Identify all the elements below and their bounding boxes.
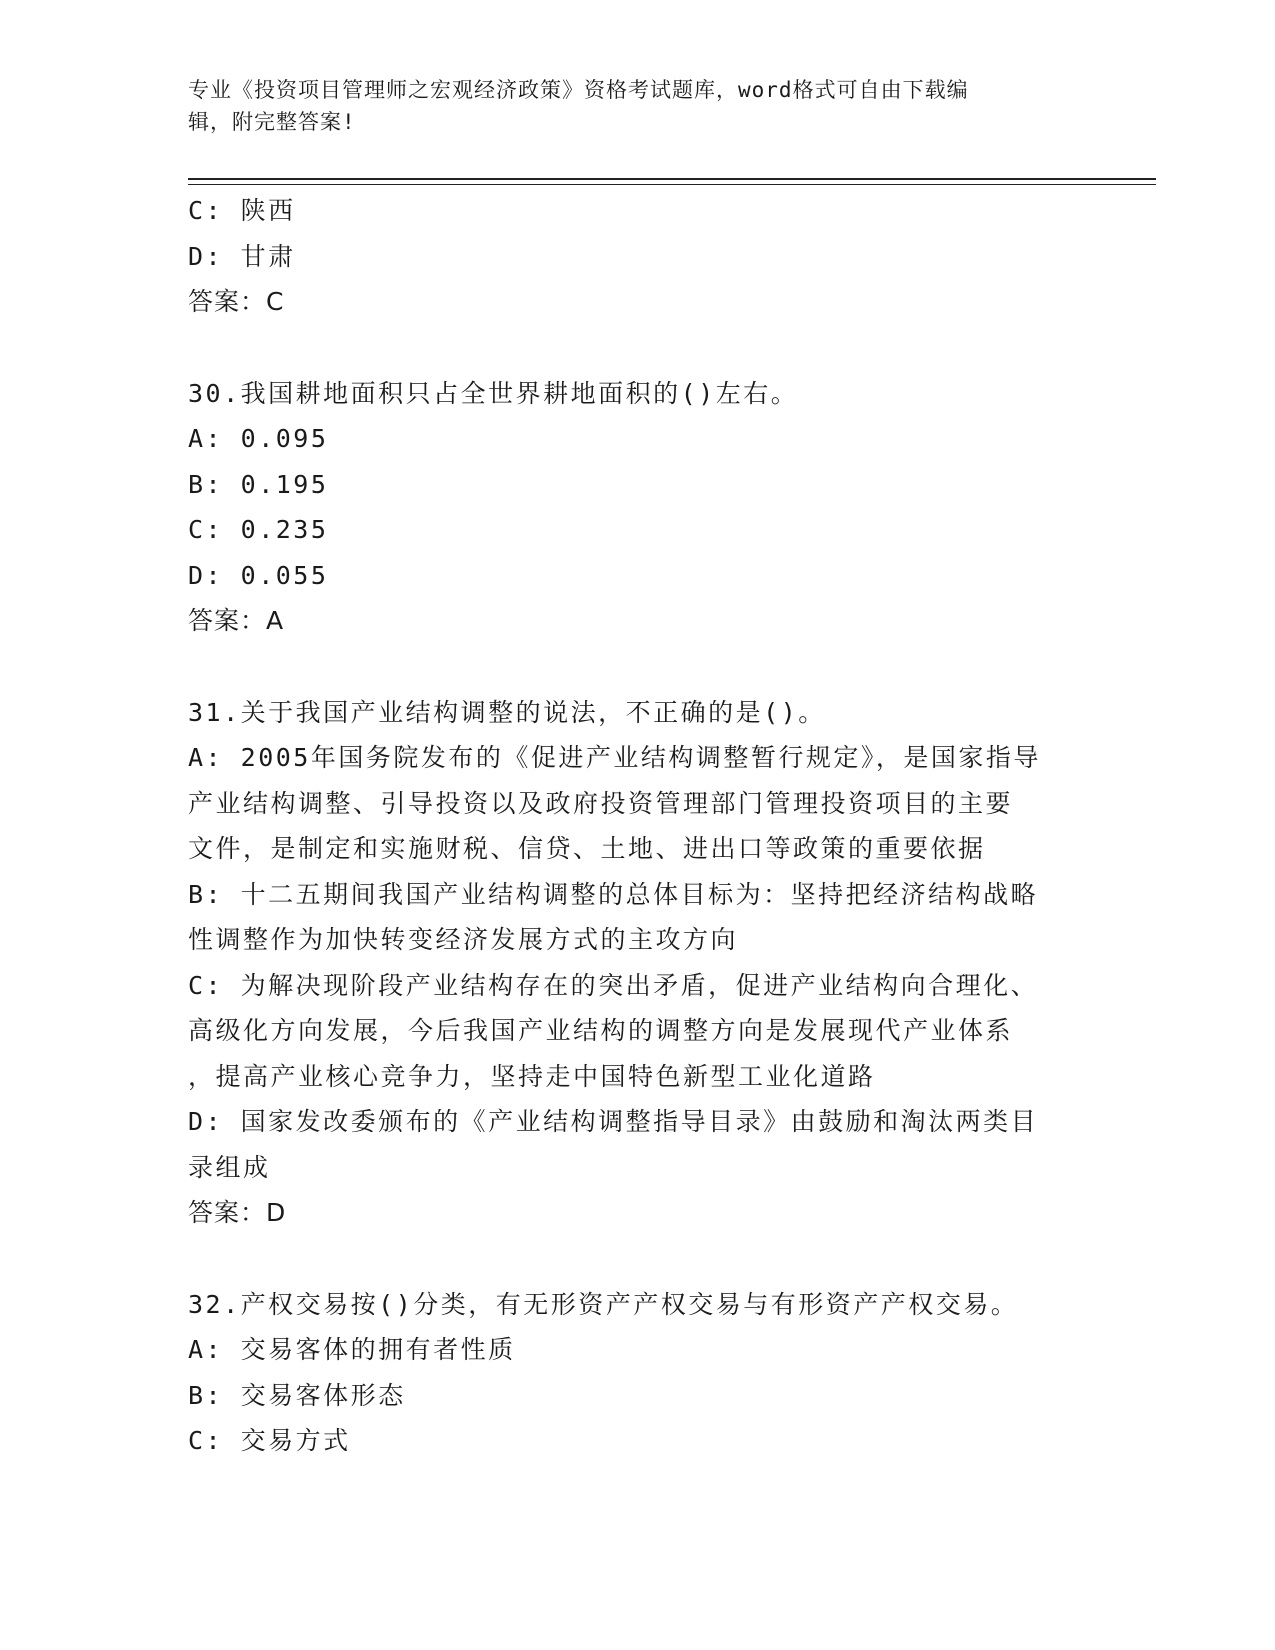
question-stem: 30.我国耕地面积只占全世界耕地面积的()左右。 [188,378,799,408]
question-stem: 32.产权交易按()分类，有无形资产产权交易与有形资产产权交易。 [188,1289,1019,1319]
option-c [188,963,1088,1100]
option-d: D: 甘肃 [188,241,296,271]
option-b: B: 0.195 [188,469,329,499]
spacer [188,325,1088,371]
option-c: C: 交易方式 [188,1426,351,1455]
header-divider-thin [188,184,1156,185]
option-a-line: 文件，是制定和实施财税、信贷、土地、进出口等政策的重要依据 [188,834,986,863]
option-b-line: B: 十二五期间我国产业结构调整的总体目标为：坚持把经济结构战略 [188,879,1039,909]
header-divider-thick [188,178,1156,180]
option-b: B: 交易客体形态 [188,1380,406,1410]
option-c-line: C: 为解决现阶段产业结构存在的突出矛盾，促进产业结构向合理化、 [188,970,1039,1000]
spacer [188,1236,1088,1282]
option-b-line: 性调整作为加快转变经济发展方式的主攻方向 [188,925,739,954]
option-d: D: 0.055 [188,560,329,590]
question-31 [188,690,1088,1236]
header-line-1: 专业《投资项目管理师之宏观经济政策》资格考试题库，word格式可自由下载编 [188,78,969,102]
header-line-2: 辑，附完整答案! [188,110,356,134]
question-30 [188,371,1088,644]
question-29-tail [188,188,1088,325]
question-content [188,188,1088,1464]
option-a [188,735,1088,872]
question-stem: 31.关于我国产业结构调整的说法，不正确的是()。 [188,697,826,727]
answer-line: 答案：D [188,1198,287,1227]
answer-line: 答案：C [188,287,285,316]
option-c: C: 0.235 [188,515,329,544]
option-c: C: 陕西 [188,196,296,225]
option-a: A: 0.095 [188,424,329,453]
option-a: A: 交易客体的拥有者性质 [188,1335,516,1364]
option-d [188,1099,1088,1190]
question-32 [188,1282,1088,1464]
option-d-line: 录组成 [188,1152,271,1182]
option-a-line: 产业结构调整、引导投资以及政府投资管理部门管理投资项目的主要 [188,788,1014,818]
spacer [188,644,1088,690]
option-a-line: A: 2005年国务院发布的《促进产业结构调整暂行规定》，是国家指导 [188,743,1041,772]
option-d-line: D: 国家发改委颁布的《产业结构调整指导目录》由鼓励和淘汰两类目 [188,1107,1039,1136]
document-header [188,74,1088,138]
option-b [188,872,1088,963]
option-c-line: ，提高产业核心竞争力，坚持走中国特色新型工业化道路 [188,1061,876,1091]
option-c-line: 高级化方向发展，今后我国产业结构的调整方向是发展现代产业体系 [188,1016,1014,1045]
answer-line: 答案：A [188,606,285,635]
